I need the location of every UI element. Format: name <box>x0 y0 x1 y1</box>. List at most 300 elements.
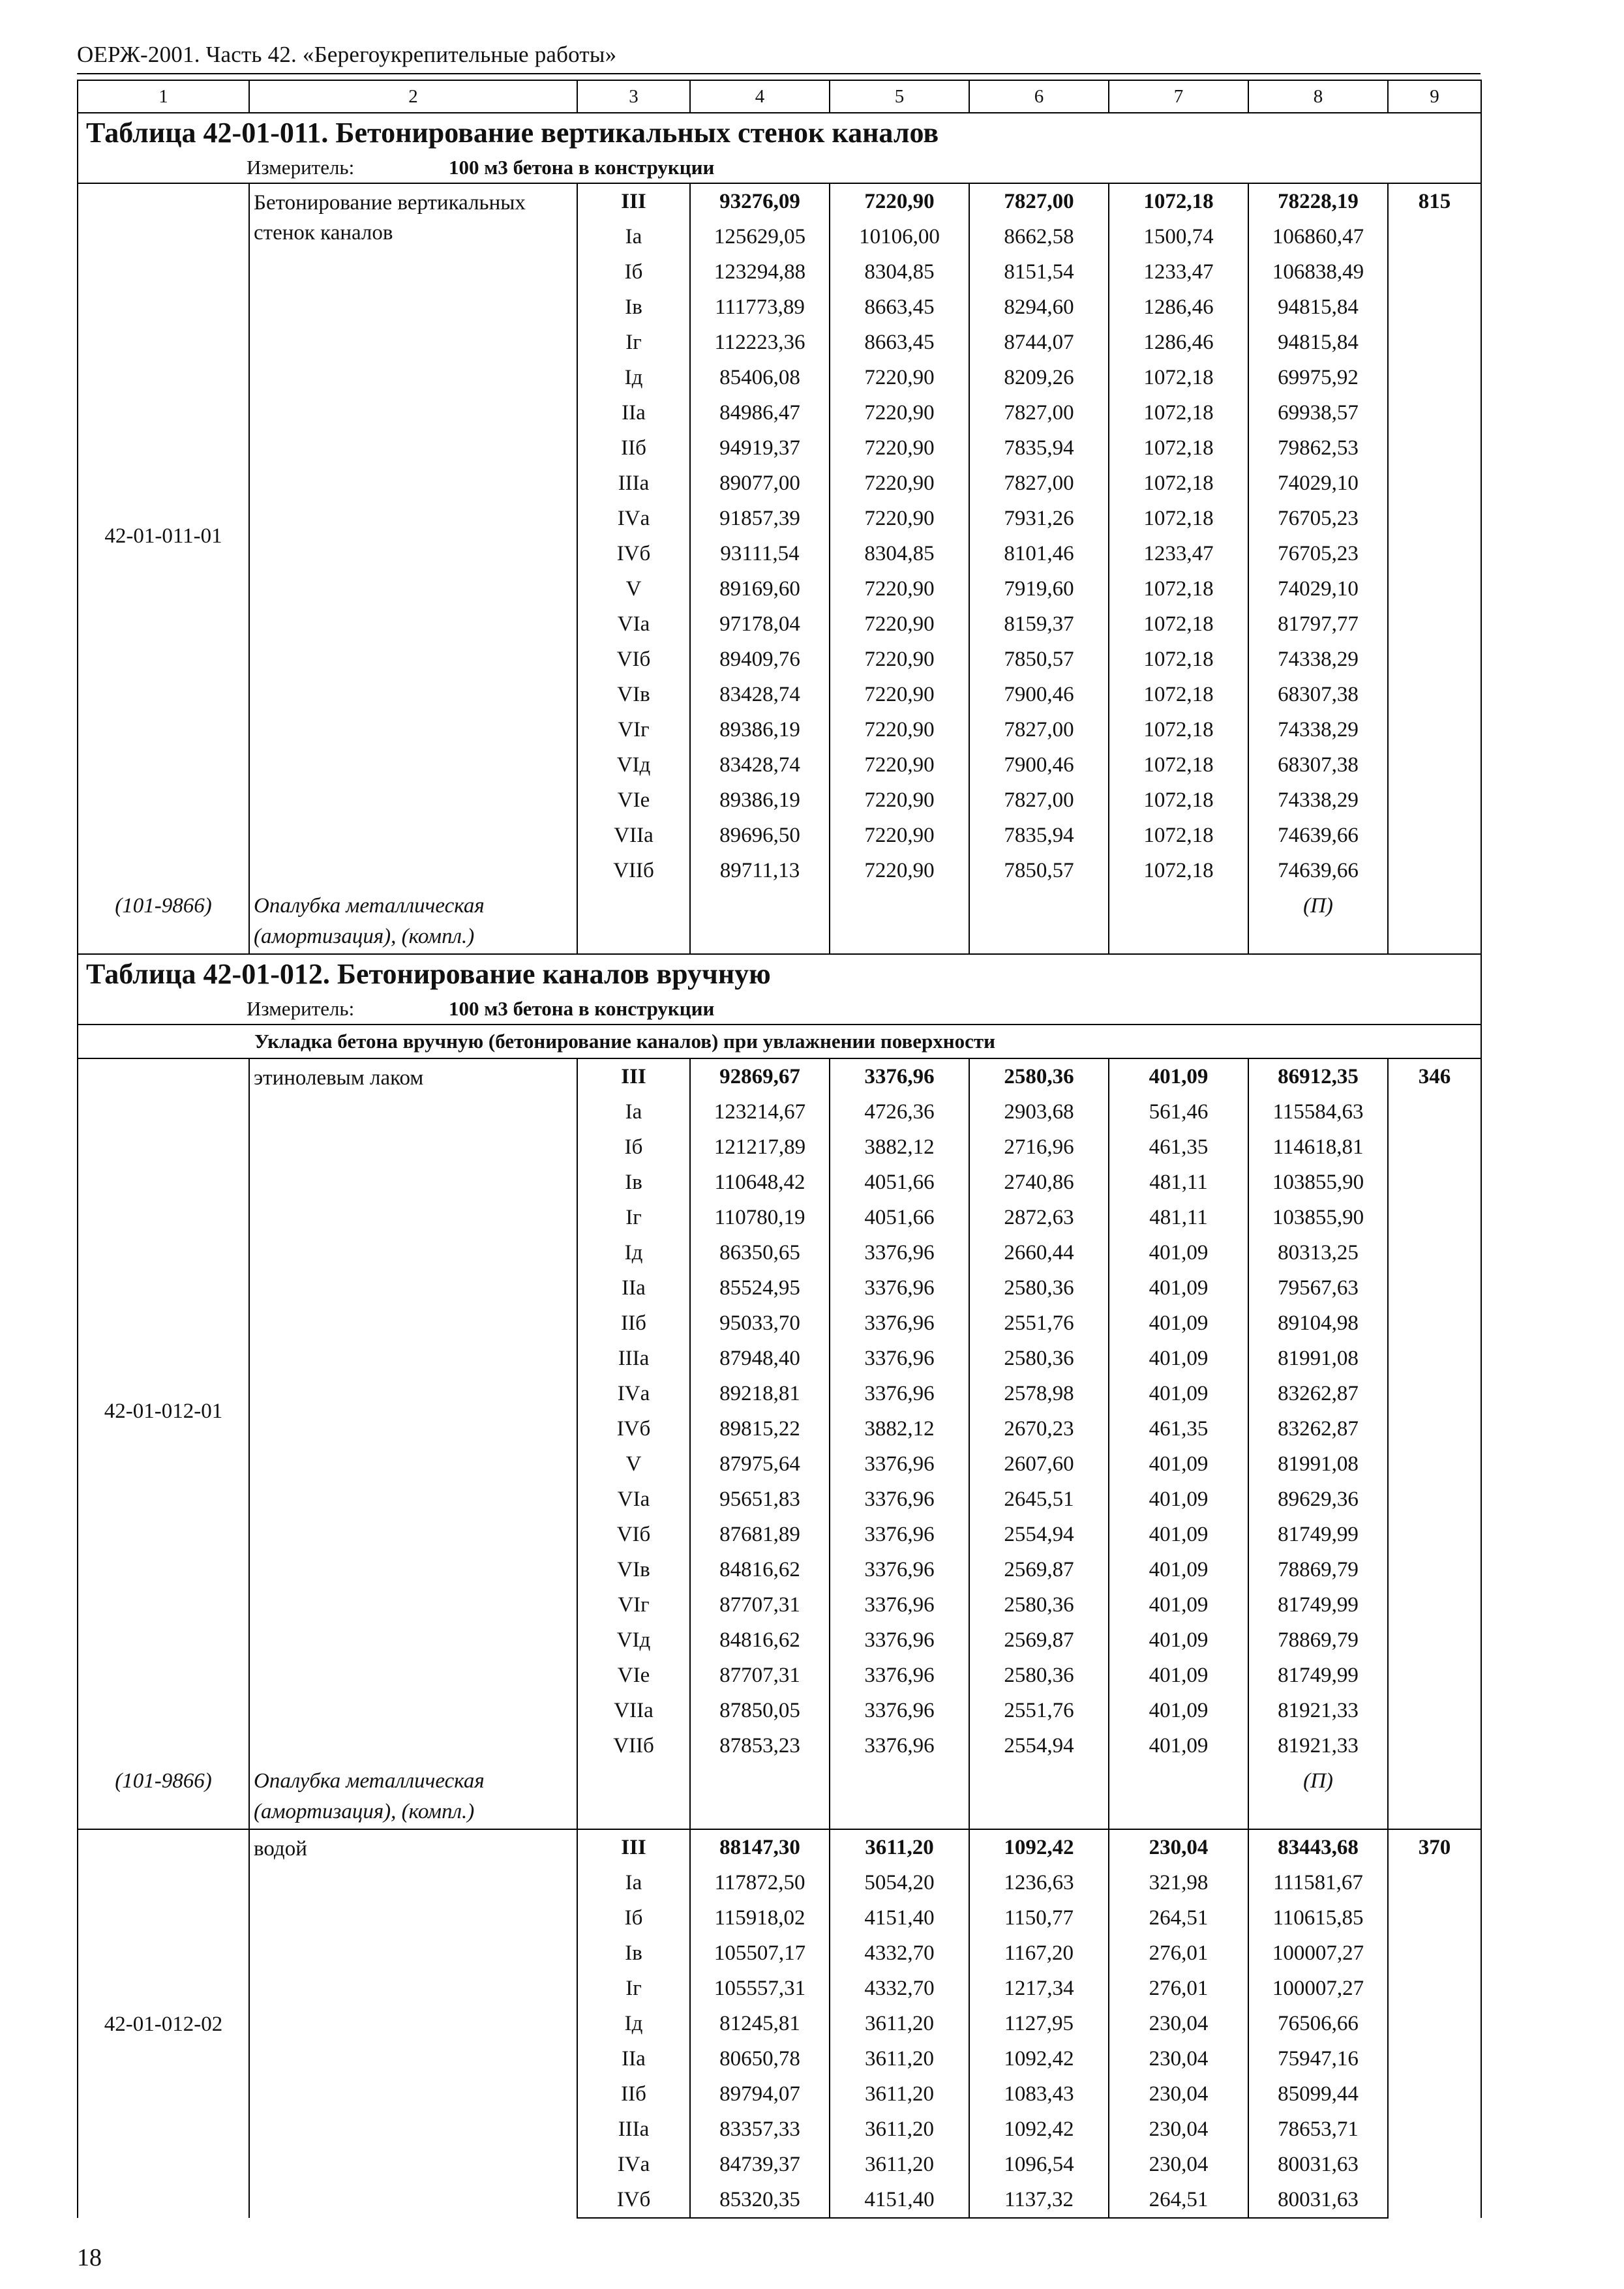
value-cell: 81749,99 <box>1248 1658 1388 1693</box>
region-cell: VIг <box>577 712 690 747</box>
empty-cell <box>577 923 690 954</box>
note-value: (П) <box>1248 1763 1388 1799</box>
value-cell: 7220,90 <box>830 360 969 395</box>
value-cell: 74639,66 <box>1248 818 1388 853</box>
note-row <box>78 923 1481 954</box>
value-cell: 7220,90 <box>830 783 969 818</box>
value-cell: 276,01 <box>1109 1936 1248 1971</box>
value-cell: 3376,96 <box>830 1235 969 1270</box>
empty-cell <box>1109 888 1248 923</box>
value-cell: 1500,74 <box>1109 219 1248 254</box>
empty-cell <box>1109 1799 1248 1829</box>
value-cell: 4332,70 <box>830 1971 969 2006</box>
value-cell: 1150,77 <box>969 1900 1109 1936</box>
value-cell: 1083,43 <box>969 2076 1109 2112</box>
value-cell: 1286,46 <box>1109 325 1248 360</box>
value-cell: 2670,23 <box>969 1411 1109 1446</box>
value-cell: 7931,26 <box>969 501 1109 536</box>
value-cell: 8101,46 <box>969 536 1109 571</box>
value-cell: 89409,76 <box>690 642 830 677</box>
value-cell: 2554,94 <box>969 1517 1109 1552</box>
value-cell: 321,98 <box>1109 1865 1248 1900</box>
value-cell: 89104,98 <box>1248 1306 1388 1341</box>
value-cell: 7220,90 <box>830 747 969 783</box>
region-cell: Iд <box>577 2006 690 2041</box>
empty-cell <box>577 1799 690 1829</box>
value-cell: 125629,05 <box>690 219 830 254</box>
column-number: 3 <box>577 80 690 113</box>
region-cell: III <box>577 1829 690 1865</box>
value-cell: 80313,25 <box>1248 1235 1388 1270</box>
value-cell: 94815,84 <box>1248 325 1388 360</box>
subtitle-row <box>78 1025 1481 1058</box>
value-cell: 8159,37 <box>969 606 1109 642</box>
empty-cell <box>1109 923 1248 954</box>
value-cell: 7919,60 <box>969 571 1109 606</box>
column-number: 7 <box>1109 80 1248 113</box>
value-cell: 74029,10 <box>1248 466 1388 501</box>
value-cell: 401,09 <box>1109 1623 1248 1658</box>
value-cell: 401,09 <box>1109 1270 1248 1306</box>
empty-cell <box>830 1763 969 1799</box>
value-cell: 4726,36 <box>830 1094 969 1130</box>
value-cell: 3376,96 <box>830 1341 969 1376</box>
value-cell: 3376,96 <box>830 1552 969 1587</box>
value-cell: 89218,81 <box>690 1376 830 1411</box>
value-cell: 401,09 <box>1109 1693 1248 1728</box>
value-cell: 1096,54 <box>969 2147 1109 2182</box>
empty-cell <box>690 923 830 954</box>
value-cell: 80031,63 <box>1248 2147 1388 2182</box>
value-cell: 7220,90 <box>830 571 969 606</box>
value-cell: 1072,18 <box>1109 818 1248 853</box>
value-cell: 2580,36 <box>969 1341 1109 1376</box>
region-cell: V <box>577 1446 690 1482</box>
empty-cell <box>830 888 969 923</box>
empty-cell <box>78 923 249 954</box>
measure-value: 100 м3 бетона в конструкции <box>449 156 715 179</box>
value-cell: 87707,31 <box>690 1587 830 1623</box>
value-cell: 2903,68 <box>969 1094 1109 1130</box>
value-cell: 68307,38 <box>1248 677 1388 712</box>
value-cell: 76705,23 <box>1248 536 1388 571</box>
value-cell: 7220,90 <box>830 183 969 219</box>
value-cell: 230,04 <box>1109 2041 1248 2076</box>
value-cell: 3611,20 <box>830 2147 969 2182</box>
value-cell: 1092,42 <box>969 2041 1109 2076</box>
value-cell: 85099,44 <box>1248 2076 1388 2112</box>
note-text: Опалубка металлическая <box>249 1763 577 1799</box>
value-cell: 7827,00 <box>969 183 1109 219</box>
value-cell: 7900,46 <box>969 677 1109 712</box>
region-cell: IVб <box>577 536 690 571</box>
value-cell: 100007,27 <box>1248 1936 1388 1971</box>
region-cell: VIб <box>577 1517 690 1552</box>
value-cell: 1236,63 <box>969 1865 1109 1900</box>
value-cell: 3611,20 <box>830 2041 969 2076</box>
measure-row <box>78 994 1481 1025</box>
empty-cell <box>969 1799 1109 1829</box>
value-cell: 83262,87 <box>1248 1376 1388 1411</box>
region-cell: IIб <box>577 1306 690 1341</box>
value-cell: 481,11 <box>1109 1200 1248 1235</box>
empty-cell <box>1248 923 1388 954</box>
empty-cell <box>78 1799 249 1829</box>
item-description: Бетонирование вертикальных стенок каналов <box>249 183 577 888</box>
value-cell: 94815,84 <box>1248 290 1388 325</box>
value-cell: 3376,96 <box>830 1376 969 1411</box>
value-cell: 81991,08 <box>1248 1341 1388 1376</box>
value-cell: 1072,18 <box>1109 642 1248 677</box>
column-number: 2 <box>249 80 577 113</box>
region-cell: IIа <box>577 395 690 430</box>
empty-cell <box>1388 923 1481 954</box>
table-title: Таблица 42-01-012. Бетонирование каналов вручную <box>78 954 1481 994</box>
column-number: 6 <box>969 80 1109 113</box>
region-cell: V <box>577 571 690 606</box>
value-cell: 75947,16 <box>1248 2041 1388 2076</box>
region-cell: IVб <box>577 1411 690 1446</box>
note-row <box>78 1799 1481 1829</box>
value-cell: 114618,81 <box>1248 1130 1388 1165</box>
value-cell: 2569,87 <box>969 1552 1109 1587</box>
value-cell: 87681,89 <box>690 1517 830 1552</box>
region-cell: Iб <box>577 1130 690 1165</box>
value-cell: 4151,40 <box>830 1900 969 1936</box>
value-cell: 94919,37 <box>690 430 830 466</box>
value-cell: 87853,23 <box>690 1728 830 1763</box>
region-cell: Iа <box>577 1094 690 1130</box>
value-cell: 8663,45 <box>830 325 969 360</box>
value-cell: 121217,89 <box>690 1130 830 1165</box>
value-cell: 3376,96 <box>830 1270 969 1306</box>
value-cell: 2580,36 <box>969 1270 1109 1306</box>
value-cell: 264,51 <box>1109 1900 1248 1936</box>
value-cell: 264,51 <box>1109 2182 1248 2218</box>
value-cell: 78228,19 <box>1248 183 1388 219</box>
value-cell: 83428,74 <box>690 677 830 712</box>
value-cell: 83428,74 <box>690 747 830 783</box>
value-cell: 112223,36 <box>690 325 830 360</box>
region-cell: VIе <box>577 1658 690 1693</box>
value-cell: 1072,18 <box>1109 677 1248 712</box>
measure-value: 100 м3 бетона в конструкции <box>449 997 715 1020</box>
value-cell: 481,11 <box>1109 1165 1248 1200</box>
value-cell: 2607,60 <box>969 1446 1109 1482</box>
value-cell: 1092,42 <box>969 1829 1109 1865</box>
value-cell: 80031,63 <box>1248 2182 1388 2218</box>
page-header: ОЕРЖ-2001. Часть 42. «Берегоукрепительные работы» <box>77 42 617 67</box>
value-cell: 85320,35 <box>690 2182 830 2218</box>
item-code: 42-01-012-01 <box>78 1058 249 1763</box>
value-cell: 3376,96 <box>830 1446 969 1482</box>
labor-cell: 815 <box>1388 183 1481 888</box>
measure-cell <box>78 994 1481 1025</box>
value-cell: 84816,62 <box>690 1552 830 1587</box>
item-description: этинолевым лаком <box>249 1058 577 1763</box>
value-cell: 2551,76 <box>969 1306 1109 1341</box>
value-cell: 103855,90 <box>1248 1165 1388 1200</box>
region-cell: Iд <box>577 1235 690 1270</box>
value-cell: 76705,23 <box>1248 501 1388 536</box>
value-cell: 92869,67 <box>690 1058 830 1094</box>
value-cell: 87948,40 <box>690 1341 830 1376</box>
value-cell: 76506,66 <box>1248 2006 1388 2041</box>
value-cell: 1072,18 <box>1109 712 1248 747</box>
value-cell: 115584,63 <box>1248 1094 1388 1130</box>
value-cell: 105507,17 <box>690 1936 830 1971</box>
value-cell: 74639,66 <box>1248 853 1388 888</box>
value-cell: 2578,98 <box>969 1376 1109 1411</box>
table-row <box>78 1058 1481 1094</box>
value-cell: 89386,19 <box>690 783 830 818</box>
value-cell: 401,09 <box>1109 1658 1248 1693</box>
value-cell: 74338,29 <box>1248 642 1388 677</box>
value-cell: 68307,38 <box>1248 747 1388 783</box>
value-cell: 7850,57 <box>969 642 1109 677</box>
region-cell: IVб <box>577 2182 690 2218</box>
value-cell: 84816,62 <box>690 1623 830 1658</box>
value-cell: 87975,64 <box>690 1446 830 1482</box>
value-cell: 3882,12 <box>830 1130 969 1165</box>
value-cell: 7827,00 <box>969 395 1109 430</box>
value-cell: 10106,00 <box>830 219 969 254</box>
value-cell: 7220,90 <box>830 430 969 466</box>
value-cell: 110780,19 <box>690 1200 830 1235</box>
measure-label: Измеритель: <box>247 997 355 1020</box>
value-cell: 7220,90 <box>830 501 969 536</box>
region-cell: VIг <box>577 1587 690 1623</box>
value-cell: 3376,96 <box>830 1693 969 1728</box>
value-cell: 86912,35 <box>1248 1058 1388 1094</box>
value-cell: 84739,37 <box>690 2147 830 2182</box>
value-cell: 2580,36 <box>969 1058 1109 1094</box>
value-cell: 8209,26 <box>969 360 1109 395</box>
region-cell: IIIа <box>577 2112 690 2147</box>
value-cell: 100007,27 <box>1248 1971 1388 2006</box>
value-cell: 95651,83 <box>690 1482 830 1517</box>
value-cell: 4051,66 <box>830 1165 969 1200</box>
value-cell: 2580,36 <box>969 1658 1109 1693</box>
value-cell: 401,09 <box>1109 1376 1248 1411</box>
value-cell: 85524,95 <box>690 1270 830 1306</box>
value-cell: 230,04 <box>1109 2076 1248 2112</box>
labor-cell: 370 <box>1388 1829 1481 2218</box>
value-cell: 7827,00 <box>969 466 1109 501</box>
note-text: (амортизация), (компл.) <box>249 923 577 954</box>
value-cell: 1072,18 <box>1109 430 1248 466</box>
value-cell: 80650,78 <box>690 2041 830 2076</box>
value-cell: 105557,31 <box>690 1971 830 2006</box>
value-cell: 1072,18 <box>1109 466 1248 501</box>
value-cell: 2645,51 <box>969 1482 1109 1517</box>
value-cell: 106860,47 <box>1248 219 1388 254</box>
empty-cell <box>1248 1799 1388 1829</box>
value-cell: 2569,87 <box>969 1623 1109 1658</box>
header-rule <box>77 73 1481 74</box>
value-cell: 401,09 <box>1109 1587 1248 1623</box>
empty-cell <box>1388 1763 1481 1799</box>
table-subtitle: Укладка бетона вручную (бетонирование каналов) при увлажнении поверхности <box>78 1025 1481 1058</box>
value-cell: 89169,60 <box>690 571 830 606</box>
value-cell: 2660,44 <box>969 1235 1109 1270</box>
value-cell: 7220,90 <box>830 677 969 712</box>
value-cell: 401,09 <box>1109 1482 1248 1517</box>
value-cell: 79862,53 <box>1248 430 1388 466</box>
value-cell: 1072,18 <box>1109 606 1248 642</box>
value-cell: 81749,99 <box>1248 1587 1388 1623</box>
table-title-row <box>78 954 1481 994</box>
region-cell: IIIа <box>577 1341 690 1376</box>
table-row <box>78 1829 1481 1865</box>
value-cell: 461,35 <box>1109 1130 1248 1165</box>
value-cell: 89711,13 <box>690 853 830 888</box>
price-table <box>77 80 1482 2219</box>
value-cell: 1072,18 <box>1109 395 1248 430</box>
column-number: 1 <box>78 80 249 113</box>
value-cell: 69975,92 <box>1248 360 1388 395</box>
value-cell: 89696,50 <box>690 818 830 853</box>
value-cell: 7220,90 <box>830 818 969 853</box>
item-code: 42-01-012-02 <box>78 1829 249 2218</box>
value-cell: 7835,94 <box>969 430 1109 466</box>
empty-cell <box>830 923 969 954</box>
value-cell: 89815,22 <box>690 1411 830 1446</box>
value-cell: 230,04 <box>1109 2112 1248 2147</box>
value-cell: 7850,57 <box>969 853 1109 888</box>
value-cell: 3376,96 <box>830 1728 969 1763</box>
empty-cell <box>969 923 1109 954</box>
value-cell: 7827,00 <box>969 783 1109 818</box>
note-code: (101-9866) <box>78 1763 249 1799</box>
table-title: Таблица 42-01-011. Бетонирование вертикальных стенок каналов <box>78 113 1481 153</box>
item-description: водой <box>249 1829 577 2218</box>
value-cell: 401,09 <box>1109 1552 1248 1587</box>
value-cell: 86350,65 <box>690 1235 830 1270</box>
value-cell: 1167,20 <box>969 1936 1109 1971</box>
value-cell: 1072,18 <box>1109 747 1248 783</box>
value-cell: 91857,39 <box>690 501 830 536</box>
region-cell: Iд <box>577 360 690 395</box>
page-number: 18 <box>77 2244 102 2271</box>
value-cell: 8662,58 <box>969 219 1109 254</box>
value-cell: 89386,19 <box>690 712 830 747</box>
value-cell: 3376,96 <box>830 1658 969 1693</box>
value-cell: 3376,96 <box>830 1482 969 1517</box>
value-cell: 1072,18 <box>1109 501 1248 536</box>
region-cell: VIе <box>577 783 690 818</box>
value-cell: 3376,96 <box>830 1623 969 1658</box>
region-cell: IVа <box>577 1376 690 1411</box>
value-cell: 401,09 <box>1109 1341 1248 1376</box>
value-cell: 3882,12 <box>830 1411 969 1446</box>
region-cell: VIIб <box>577 853 690 888</box>
value-cell: 93111,54 <box>690 536 830 571</box>
value-cell: 230,04 <box>1109 2006 1248 2041</box>
value-cell: 2580,36 <box>969 1587 1109 1623</box>
value-cell: 3611,20 <box>830 2076 969 2112</box>
value-cell: 87850,05 <box>690 1693 830 1728</box>
region-cell: VIд <box>577 1623 690 1658</box>
value-cell: 111581,67 <box>1248 1865 1388 1900</box>
value-cell: 1072,18 <box>1109 783 1248 818</box>
value-cell: 401,09 <box>1109 1306 1248 1341</box>
value-cell: 115918,02 <box>690 1900 830 1936</box>
value-cell: 83262,87 <box>1248 1411 1388 1446</box>
value-cell: 4332,70 <box>830 1936 969 1971</box>
value-cell: 7220,90 <box>830 606 969 642</box>
empty-cell <box>690 888 830 923</box>
region-cell: VIIа <box>577 1693 690 1728</box>
value-cell: 1072,18 <box>1109 183 1248 219</box>
empty-cell <box>577 1763 690 1799</box>
region-cell: III <box>577 1058 690 1094</box>
empty-cell <box>830 1799 969 1829</box>
item-code: 42-01-011-01 <box>78 183 249 888</box>
region-cell: Iг <box>577 1200 690 1235</box>
value-cell: 97178,04 <box>690 606 830 642</box>
value-cell: 2554,94 <box>969 1728 1109 1763</box>
region-cell: Iв <box>577 1936 690 1971</box>
value-cell: 89629,36 <box>1248 1482 1388 1517</box>
empty-cell <box>969 888 1109 923</box>
column-number: 5 <box>830 80 969 113</box>
value-cell: 87707,31 <box>690 1658 830 1693</box>
value-cell: 7827,00 <box>969 712 1109 747</box>
region-cell: Iб <box>577 1900 690 1936</box>
value-cell: 78653,71 <box>1248 2112 1388 2147</box>
region-cell: VIа <box>577 606 690 642</box>
value-cell: 3611,20 <box>830 2006 969 2041</box>
region-cell: IIа <box>577 2041 690 2076</box>
value-cell: 401,09 <box>1109 1728 1248 1763</box>
value-cell: 8294,60 <box>969 290 1109 325</box>
note-text: Опалубка металлическая <box>249 888 577 923</box>
value-cell: 93276,09 <box>690 183 830 219</box>
empty-cell <box>690 1763 830 1799</box>
value-cell: 8151,54 <box>969 254 1109 290</box>
value-cell: 123214,67 <box>690 1094 830 1130</box>
value-cell: 81797,77 <box>1248 606 1388 642</box>
value-cell: 1137,32 <box>969 2182 1109 2218</box>
region-cell: Iг <box>577 325 690 360</box>
region-cell: Iв <box>577 1165 690 1200</box>
region-cell: IIIа <box>577 466 690 501</box>
value-cell: 110648,42 <box>690 1165 830 1200</box>
value-cell: 1217,34 <box>969 1971 1109 2006</box>
value-cell: 83357,33 <box>690 2112 830 2147</box>
value-cell: 7220,90 <box>830 466 969 501</box>
empty-cell <box>1388 1799 1481 1829</box>
value-cell: 89077,00 <box>690 466 830 501</box>
value-cell: 81245,81 <box>690 2006 830 2041</box>
value-cell: 2551,76 <box>969 1693 1109 1728</box>
value-cell: 461,35 <box>1109 1411 1248 1446</box>
value-cell: 78869,79 <box>1248 1623 1388 1658</box>
value-cell: 1233,47 <box>1109 254 1248 290</box>
value-cell: 8304,85 <box>830 536 969 571</box>
value-cell: 7900,46 <box>969 747 1109 783</box>
value-cell: 4051,66 <box>830 1200 969 1235</box>
table-body <box>78 80 1481 2218</box>
value-cell: 2872,63 <box>969 1200 1109 1235</box>
value-cell: 276,01 <box>1109 1971 1248 2006</box>
empty-cell <box>969 1763 1109 1799</box>
note-code: (101-9866) <box>78 888 249 923</box>
region-cell: VIв <box>577 677 690 712</box>
value-cell: 3611,20 <box>830 2112 969 2147</box>
value-cell: 74338,29 <box>1248 783 1388 818</box>
